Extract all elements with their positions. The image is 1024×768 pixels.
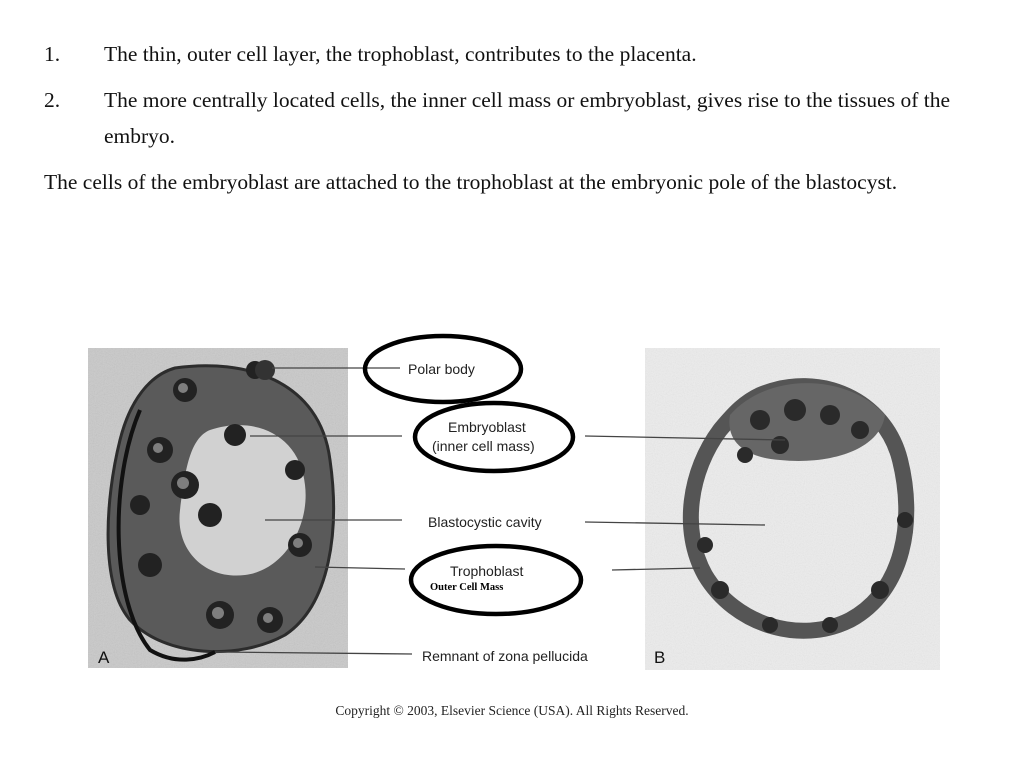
micrograph-panel-a <box>88 348 348 668</box>
label-blastocystic-cavity: Blastocystic cavity <box>428 514 542 530</box>
list-item <box>44 36 984 72</box>
figure-drawing <box>0 320 1024 720</box>
copyright-notice: Copyright © 2003, Elsevier Science (USA). All Rights Reserved. <box>335 703 689 718</box>
panel-letter-a: A <box>98 648 110 667</box>
highlight-ellipse-embryoblast <box>415 403 573 471</box>
label-polar-body: Polar body <box>408 361 475 377</box>
list-number: 2. <box>44 88 61 112</box>
highlight-ellipse-trophoblast <box>411 546 581 614</box>
slide-text <box>44 36 984 200</box>
blastocyst-figure <box>0 320 1024 720</box>
label-zona-pellucida: Remnant of zona pellucida <box>422 648 588 664</box>
list-item <box>44 82 984 154</box>
label-inner-cell-mass: (inner cell mass) <box>432 438 535 454</box>
list-text: The thin, outer cell layer, the trophoblast, contributes to the placenta. <box>104 42 697 66</box>
label-outer-cell-mass: Outer Cell Mass <box>430 582 504 593</box>
label-trophoblast: Trophoblast <box>450 563 524 579</box>
micrograph-panel-b <box>645 348 940 670</box>
panel-letter-b: B <box>654 648 666 667</box>
paragraph: The cells of the embryoblast are attached to the trophoblast at the embryonic pole of the blastocyst. <box>44 170 898 194</box>
list-number: 1. <box>44 42 61 66</box>
list-text: The more centrally located cells, the inner cell mass or embryoblast, gives rise to the tissues of the embryo. <box>104 88 951 148</box>
label-embryoblast: Embryoblast <box>448 419 526 435</box>
